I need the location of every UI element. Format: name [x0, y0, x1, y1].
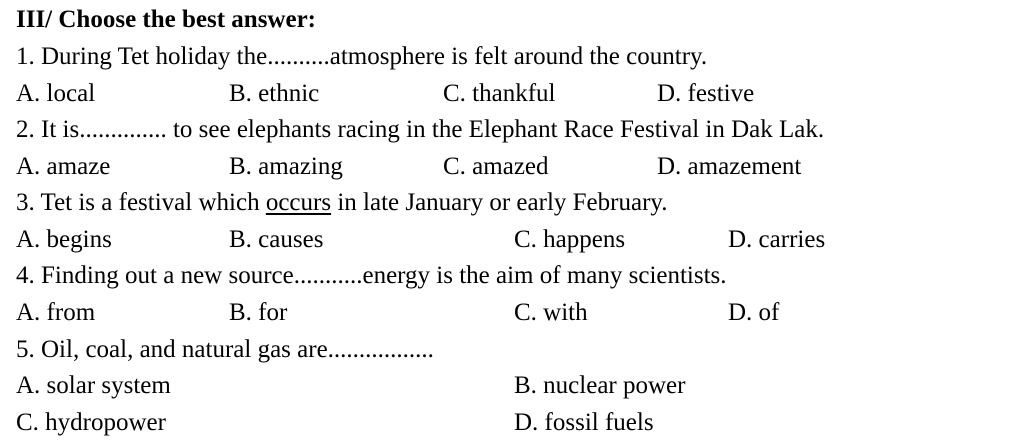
question-2-option-d: D. amazement — [657, 153, 802, 180]
question-2-text: 2. It is.............. to see elephants racing in the Elephant Race Festival in Dak Lak. — [16, 116, 825, 143]
question-3-text-before: 3. Tet is a festival which — [16, 189, 266, 216]
question-1-option-b: B. ethnic — [229, 80, 320, 107]
question-4-option-b: B. for — [229, 299, 288, 326]
question-2-option-a: A. amaze — [16, 153, 111, 180]
question-2-option-c: C. amazed — [443, 153, 549, 180]
question-3-option-c: C. happens — [514, 226, 626, 253]
question-4-option-d: D. of — [728, 299, 780, 326]
question-4-text: 4. Finding out a new source...........energy is the aim of many scientists. — [16, 262, 727, 289]
question-4-option-c: C. with — [514, 299, 588, 326]
question-3-underlined-word: occurs — [265, 189, 332, 216]
question-3-text-after: in late January or early February. — [331, 189, 668, 216]
question-1-text: 1. During Tet holiday the..........atmosphere is felt around the country. — [16, 43, 708, 70]
question-5-option-a: A. solar system — [16, 372, 171, 399]
exercise-heading: III/ Choose the best answer: — [16, 6, 316, 33]
question-3-option-d: D. carries — [728, 226, 826, 253]
question-5-option-c: C. hydropower — [16, 409, 166, 436]
question-2-option-b: B. amazing — [229, 153, 343, 180]
question-5-option-b: B. nuclear power — [514, 372, 686, 399]
question-1-option-d: D. festive — [657, 80, 755, 107]
question-3-option-b: B. causes — [229, 226, 324, 253]
question-3-text — [16, 188, 668, 218]
question-5-option-d: D. fossil fuels — [514, 409, 654, 436]
question-3-option-a: A. begins — [16, 226, 112, 253]
question-4-option-a: A. from — [16, 299, 96, 326]
question-5-text: 5. Oil, coal, and natural gas are................. — [16, 336, 434, 363]
question-1-option-c: C. thankful — [443, 80, 556, 107]
question-1-option-a: A. local — [16, 80, 96, 107]
